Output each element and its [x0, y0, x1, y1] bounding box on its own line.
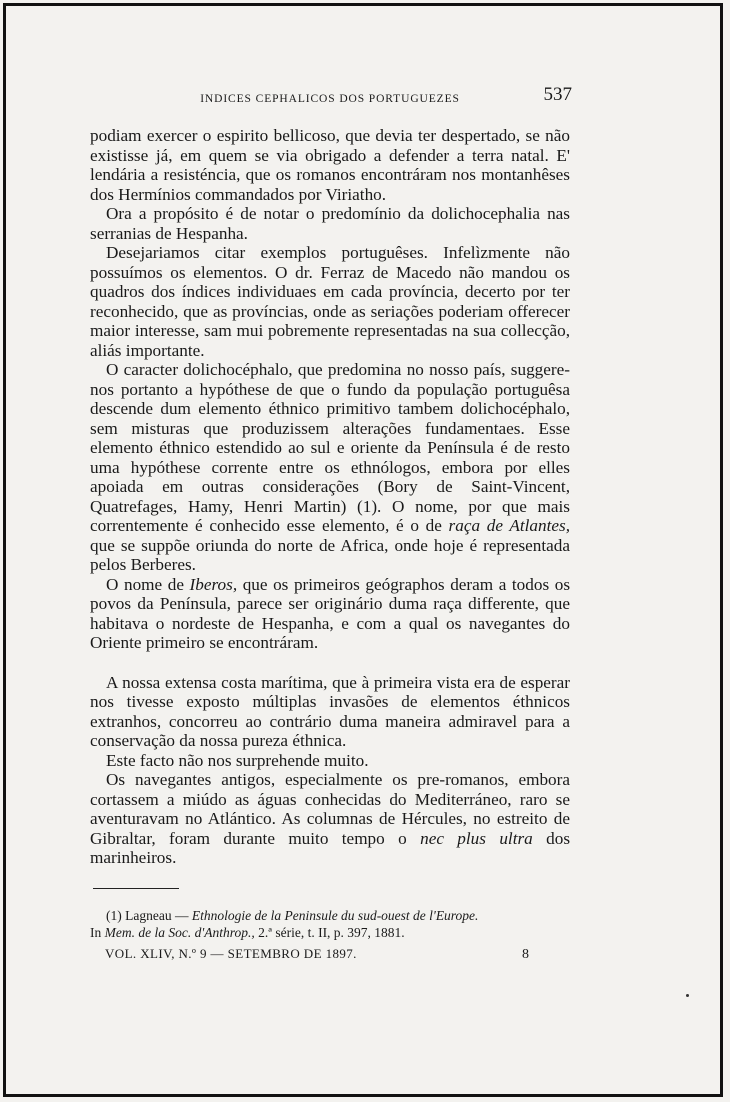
- footnote-journal: Mem. de la Soc. d'Anthrop.,: [104, 925, 255, 940]
- running-header: INDICES CEPHALICOS DOS PORTUGUEZES: [200, 93, 460, 105]
- paragraph-text: que se suppõe oriunda do norte de Africa, onde hoje é representada pelos Berberes.: [90, 535, 570, 574]
- italic-term: nec plus ultra: [420, 828, 533, 848]
- footnote: [90, 907, 570, 941]
- signature-mark: 8: [522, 947, 529, 962]
- italic-term: Iberos,: [189, 574, 238, 594]
- footnote-marker: (1) Lagneau —: [106, 908, 189, 923]
- ink-speck: [686, 994, 689, 997]
- paragraph: podiam exercer o espirito bellicoso, que devia ter despertado, se não existisse já, em quem se via obrigado a defender a terra natal. E' lendária a resisténcia, que os romanos encontráram nos montanhêses dos Hermínios commandados por Viriatho.: [90, 126, 570, 204]
- main-text: [90, 126, 570, 868]
- paragraph: [90, 360, 570, 575]
- paragraph-text: dos marinheiros.: [90, 828, 571, 867]
- issue-line: VOL. XLIV, N.º 9 — SETEMBRO DE 1897.: [105, 946, 357, 961]
- paragraph-text: O caracter dolichocéphalo, que predomina no nosso país, suggere-nos portanto a hypóthese de que o fundo da população portuguêsa descende dum elemento éthnico primitivo tambem dolichocéphalo, sem misturas que produzissem alterações fundamentaes. Esse elemento éthnico estendido ao sul e oriente da Península é de resto uma hypóthese corrente entre os ethnólogos, embora por elles apoiada em outras considerações (Bory de Saint-Vincent, Quatrefages, Hamy, Henri Martin) (1). O nome, por que mais correntemente é conhecido esse elemento, é o de: [90, 360, 570, 535]
- paragraph: Desejariamos citar exemplos portuguêses. Infelìzmente não possuímos os elementos. O dr. Ferraz de Macedo não mandou os quadros dos índices individuaes em cada província, decerto por ter reconhecido, que as províncias, onde as seriações poderiam offerecer maior interesse, sam mui pobremente representadas na sua collecção, aliás importante.: [90, 243, 570, 360]
- paragraph-text: Os navegantes antigos, especialmente os pre-romanos, embora cortassem a miúdo as águas conhecidas do Mediterráneo, raro se aventuravam no Atlántico. As columnas de Hércules, no estreito de Gibraltar, foram durante muito tempo o: [90, 770, 570, 848]
- paragraph: Este facto não nos surprehende muito.: [106, 750, 369, 770]
- footnote-divider: [93, 888, 179, 889]
- paragraph: Ora a propósito é de notar o predomínio da dolichocephalia nas serranias de Hespanha.: [90, 204, 570, 243]
- paragraph-text: que os primeiros geógraphos deram a todos os povos da Península, parece ser originário duma raça differente, que habitava o nordeste de Hespanha, e com a qual os navegantes do Oriente primeiro se encontráram.: [90, 574, 571, 652]
- paragraph: A nossa extensa costa marítima, que à primeira vista era de esperar nos tivesse exposto múltiplas invasões de elementos éthnicos extranhos, concorreu ao contrário duma maneira admiravel para a conservação da nossa pureza éthnica.: [90, 672, 570, 750]
- footnote-title: Ethnologie de la Peninsule du sud-ouest de l'Europe.: [191, 908, 479, 923]
- page-number: 537: [543, 84, 572, 105]
- paragraph: [90, 770, 570, 868]
- paragraph-text: O nome de: [106, 574, 184, 594]
- italic-term: raça de Atlantes,: [448, 516, 570, 535]
- footnote-line: [90, 907, 570, 924]
- footnote-line: [90, 924, 570, 941]
- footnote-text: In: [90, 925, 102, 940]
- footnote-text: 2.ª série, t. II, p. 397, 1881.: [258, 925, 405, 940]
- paragraph: [90, 575, 570, 653]
